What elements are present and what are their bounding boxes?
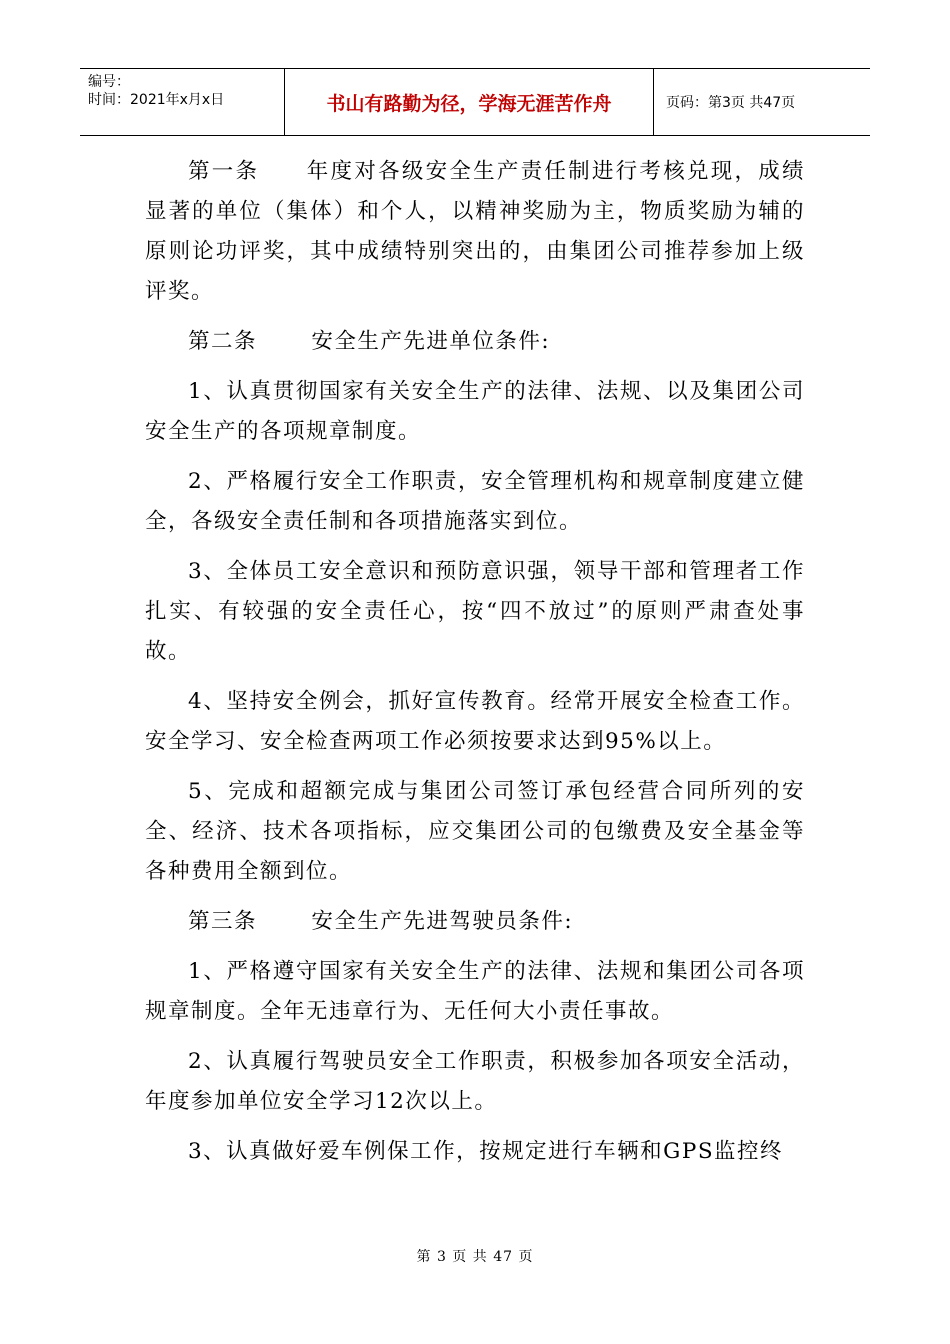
document-date-label: 时间：2021年x月x日	[88, 92, 225, 108]
paragraph-item: 5、完成和超额完成与集团公司签订承包经营合同所列的安全、经济、技术各项指标，应交集团公司的包缴费及安全基金等各种费用全额到位。	[145, 779, 805, 884]
paragraph-item: 4、坚持安全例会，抓好宣传教育。经常开展安全检查工作。安全学习、安全检查两项工作必须按要求达到95%以上。	[145, 689, 805, 754]
paragraph-item: 2、严格履行安全工作职责，安全管理机构和规章制度建立健全，各级安全责任制和各项措施落实到位。	[145, 469, 805, 534]
document-number-label: 编号：	[88, 74, 130, 90]
paragraph-item: 1、认真贯彻国家有关安全生产的法律、法规、以及集团公司安全生产的各项规章制度。	[145, 379, 805, 444]
header-meta	[80, 69, 284, 135]
page-header	[80, 68, 870, 136]
paragraph-item: 1、严格遵守国家有关安全生产的法律、法规和集团公司各项规章制度。全年无违章行为、无任何大小责任事故。	[145, 959, 805, 1024]
paragraph-article-2: 第二条 安全生产先进单位条件:	[188, 329, 551, 354]
document-body	[145, 152, 805, 1182]
paragraph-item: 3、全体员工安全意识和预防意识强，领导干部和管理者工作扎实、有较强的安全责任心，按“四不放过”的原则严肃查处事故。	[145, 559, 805, 664]
paragraph-article-3: 第三条 安全生产先进驾驶员条件:	[188, 909, 574, 934]
paragraph-item: 3、认真做好爱车例保工作，按规定进行车辆和GPS监控终	[188, 1139, 784, 1164]
paragraph-article-1: 第一条 年度对各级安全生产责任制进行考核兑现，成绩显著的单位（集体）和个人，以精神奖励为主，物质奖励为辅的原则论功评奖，其中成绩特别突出的，由集团公司推荐参加上级评奖。	[145, 159, 805, 304]
header-motto: 书山有路勤为径，学海无涯苦作舟	[284, 69, 654, 135]
paragraph-item: 2、认真履行驾驶员安全工作职责，积极参加各项安全活动，年度参加单位安全学习12次以上。	[145, 1049, 805, 1114]
header-page-info: 页码：第3页 共47页	[666, 95, 796, 111]
page-footer: 第 3 页 共 47 页	[416, 1249, 534, 1265]
